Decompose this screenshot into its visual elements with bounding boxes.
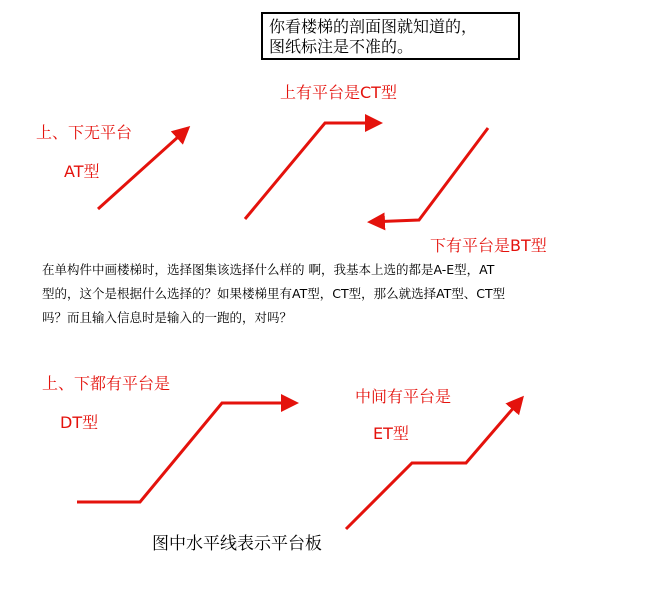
question-line-2: 型的，这个是根据什么选择的？如果楼梯里有AT型，CT型，那么就选择AT型、CT型 xyxy=(42,286,506,301)
note-line-2: 图纸标注是不准的。 xyxy=(269,37,414,56)
at-title-label: 上、下无平台 xyxy=(36,123,133,142)
et-stair-arrow xyxy=(346,398,522,529)
et-type-label: ET型 xyxy=(373,424,409,443)
caption: 图中水平线表示平台板 xyxy=(152,534,322,554)
ct-label: 上有平台是CT型 xyxy=(280,83,397,102)
et-title-label: 中间有平台是 xyxy=(355,387,452,406)
ct-stair-arrow xyxy=(245,123,380,219)
dt-type-label: DT型 xyxy=(60,413,99,432)
question-line-1: 在单构件中画楼梯时，选择图集该选择什么样的 啊，我基本上选的都是A-E型，AT xyxy=(42,262,495,277)
at-type-label: AT型 xyxy=(64,162,100,181)
at-stair-arrow xyxy=(98,128,188,209)
question-line-3: 吗？而且输入信息时是输入的一跑的，对吗？ xyxy=(42,310,293,325)
note-line-1: 你看楼梯的剖面图就知道的， xyxy=(269,17,478,36)
dt-title-label: 上、下都有平台是 xyxy=(42,374,171,393)
dt-stair-arrow xyxy=(77,403,296,502)
bt-stair-arrow xyxy=(370,128,488,222)
bt-label: 下有平台是BT型 xyxy=(430,236,547,255)
